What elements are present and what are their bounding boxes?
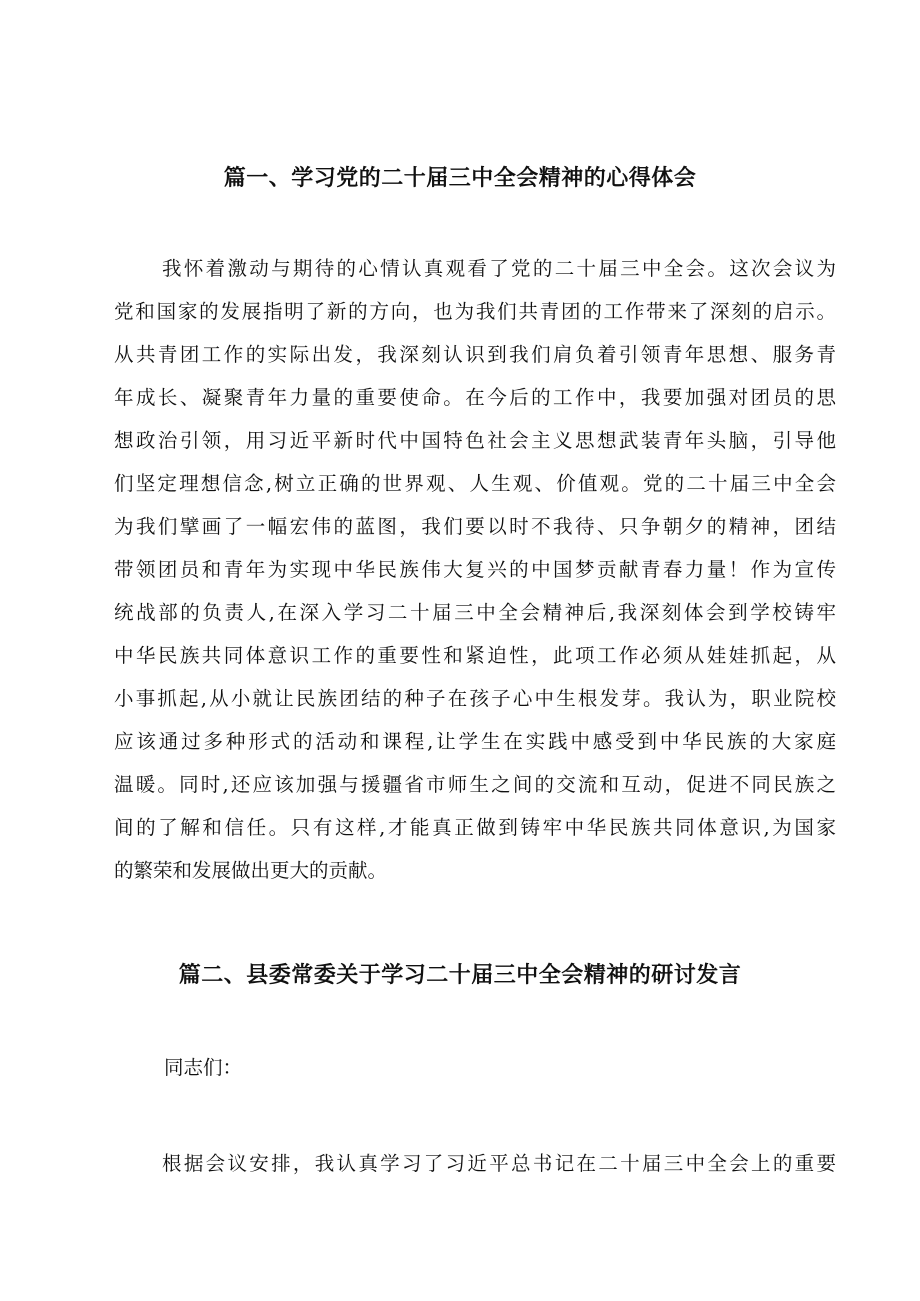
section-1-paragraph-line: 统战部的负责人,在深入学习二十届三中全会精神后,我深刻体会到学校铸牢 bbox=[114, 601, 836, 624]
section-1-title: 篇一、学习党的二十届三中全会精神的心得体会 bbox=[223, 166, 697, 191]
section-1-paragraph-line: 党和国家的发展指明了新的方向，也为我们共青团的工作带来了深刻的启示。 bbox=[114, 300, 836, 323]
section-1-paragraph-line: 小事抓起,从小就让民族团结的种子在孩子心中生根发芽。我认为，职业院校 bbox=[114, 687, 836, 710]
section-1-paragraph-line: 中华民族共同体意识工作的重要性和紧迫性，此项工作必须从娃娃抓起，从 bbox=[114, 644, 836, 667]
section-2-salutation: 同志们： bbox=[164, 1056, 243, 1079]
section-1-paragraph-line: 们坚定理想信念,树立正确的世界观、人生观、价值观。党的二十届三中全会 bbox=[114, 472, 836, 495]
section-1-paragraph-line: 我怀着激动与期待的心情认真观看了党的二十届三中全会。这次会议为 bbox=[162, 257, 836, 280]
section-1-paragraph-line: 间的了解和信任。只有这样,才能真正做到铸牢中华民族共同体意识,为国家 bbox=[114, 816, 836, 839]
section-1-paragraph-line: 带领团员和青年为实现中华民族伟大复兴的中国梦贡献青春力量！作为宣传 bbox=[114, 558, 836, 581]
section-2-paragraph-line: 根据会议安排，我认真学习了习近平总书记在二十届三中全会上的重要 bbox=[162, 1152, 836, 1175]
section-1-paragraph-line: 温暖。同时,还应该加强与援疆省市师生之间的交流和互动，促进不同民族之 bbox=[114, 773, 836, 796]
section-1-paragraph-line: 的繁荣和发展做出更大的贡献。 bbox=[114, 859, 388, 882]
section-2-title: 篇二、县委常委关于学习二十届三中全会精神的研讨发言 bbox=[178, 963, 742, 988]
section-1-paragraph-line: 应该通过多种形式的活动和课程,让学生在实践中感受到中华民族的大家庭 bbox=[114, 730, 836, 753]
section-1-paragraph-line: 从共青团工作的实际出发，我深刻认识到我们肩负着引领青年思想、服务青 bbox=[114, 343, 836, 366]
section-1-paragraph-line: 年成长、凝聚青年力量的重要使命。在今后的工作中，我要加强对团员的思 bbox=[114, 386, 836, 409]
section-1-paragraph-line: 想政治引领，用习近平新时代中国特色社会主义思想武装青年头脑，引导他 bbox=[114, 429, 836, 452]
section-1-paragraph-line: 为我们擘画了一幅宏伟的蓝图，我们要以时不我待、只争朝夕的精神，团结 bbox=[114, 515, 836, 538]
